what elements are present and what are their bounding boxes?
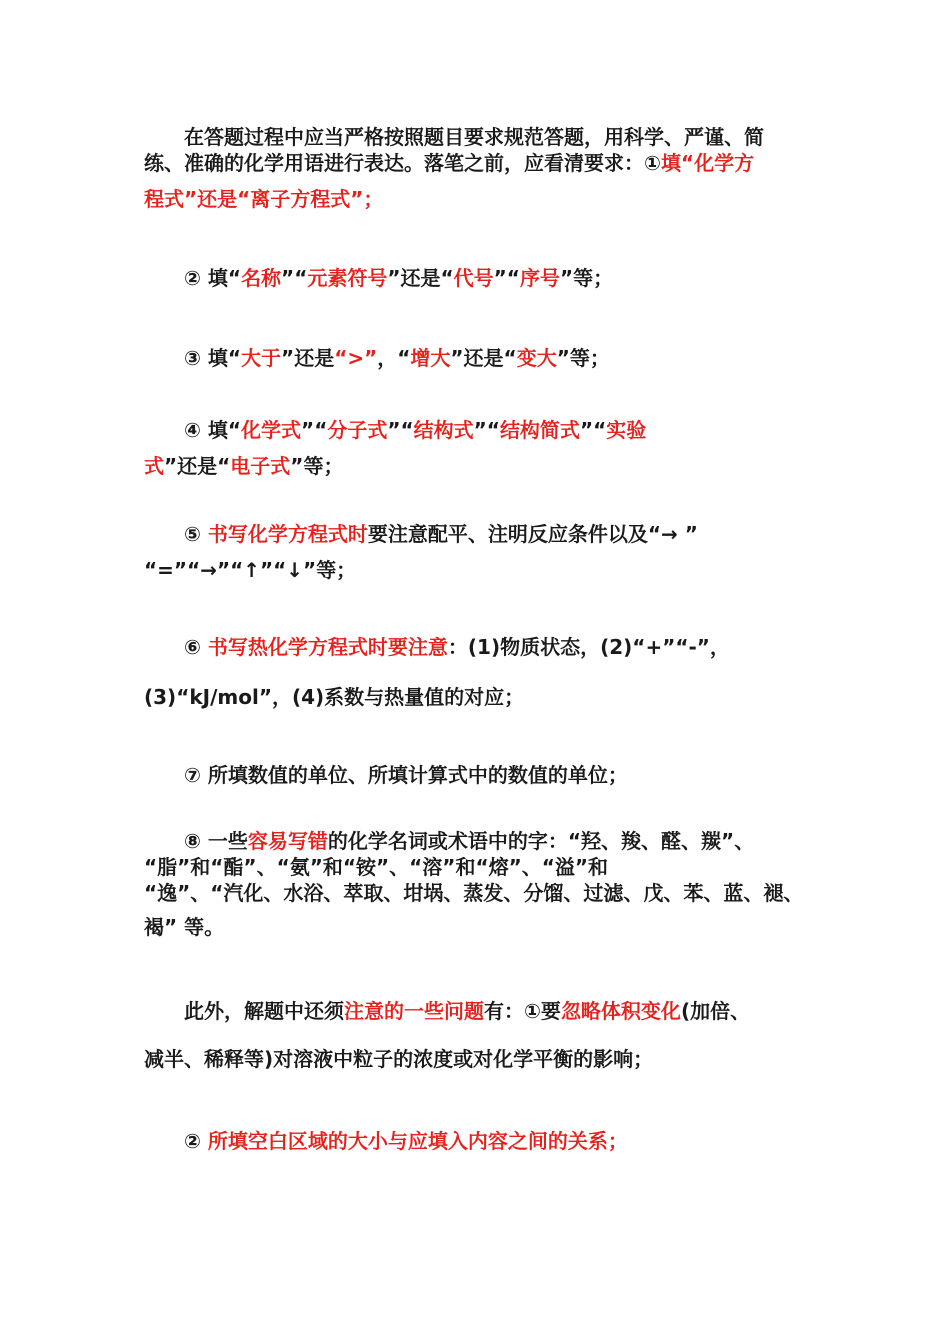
- highlight-text: 注意的一些问题: [344, 999, 484, 1023]
- paragraph-line: [144, 186, 814, 212]
- highlight-text: 书写化学方程式时: [207, 522, 368, 546]
- text-run: ④ 填“: [184, 418, 242, 442]
- text-run: 要注意配平、注明反应条件以及“→ ”: [367, 522, 698, 546]
- paragraph-item-5: [144, 516, 814, 588]
- text-run: ”等；: [290, 454, 344, 478]
- paragraph-item-3: [144, 344, 814, 372]
- paragraph-line: [144, 124, 814, 150]
- paragraph-line: [144, 682, 814, 712]
- text-run: 练、准确的化学用语进行表达。落笔之前，应看清要求：①: [144, 151, 661, 175]
- text-run: ”还是“: [450, 346, 517, 370]
- paragraph-line: [144, 412, 814, 448]
- highlight-text: 所填空白区域的大小与应填入内容之间的关系；: [207, 1129, 628, 1153]
- text-run: 有：①要: [484, 999, 561, 1023]
- text-run: “脂”和“酯”、“氨”和“铵”、“溶”和“熔”、“溢”和: [144, 855, 609, 879]
- highlight-text: 代号: [453, 266, 494, 290]
- highlight-text: 名称: [241, 266, 282, 290]
- paragraph-line: [144, 150, 814, 176]
- paragraph-line: [144, 344, 814, 372]
- paragraph-line: [144, 828, 814, 854]
- text-run: (加倍、: [680, 999, 751, 1023]
- paragraph-intro: [144, 124, 814, 212]
- text-run: ”“: [473, 418, 500, 442]
- text-run: ②: [184, 1129, 208, 1153]
- text-run: 在答题过程中应当严格按照题目要求规范答题，用科学、严谨、简: [184, 125, 764, 149]
- text-run: ”还是: [281, 346, 335, 370]
- highlight-text: 实验: [606, 418, 647, 442]
- highlight-text: 化学式: [241, 418, 302, 442]
- paragraph-line: [144, 996, 814, 1026]
- text-run: ”“: [281, 266, 308, 290]
- text-run: 褐” 等。: [144, 915, 225, 939]
- paragraph-line: [144, 1044, 814, 1074]
- text-run: ”“: [301, 418, 328, 442]
- text-run: ⑤: [184, 522, 208, 546]
- text-run: ”“: [579, 418, 607, 442]
- highlight-text: 书写热化学方程式时要注意: [207, 635, 448, 659]
- highlight-text: 忽略体积变化: [560, 999, 681, 1023]
- paragraph-line: [144, 448, 814, 484]
- paragraph-line: [144, 552, 814, 588]
- paragraph-line: [144, 914, 814, 940]
- paragraph-item-4: [144, 412, 814, 484]
- paragraph-item-2: [144, 264, 814, 292]
- text-run: 的化学名词或术语中的字：“羟、羧、醛、羰”、: [327, 829, 755, 853]
- paragraph-item-8: [144, 828, 814, 940]
- text-run: “逸”、“汽化、水浴、萃取、坩埚、蒸发、分馏、过滤、戊、苯、蓝、褪、: [144, 881, 804, 905]
- paragraph-notes: [144, 996, 814, 1074]
- text-run: ”“: [387, 418, 414, 442]
- text-run: 此外，解题中还须: [184, 999, 344, 1023]
- highlight-text: 电子式: [230, 454, 291, 478]
- text-run: “=”“→”“↑”“↓”等；: [144, 558, 357, 582]
- text-run: ”还是“: [164, 454, 231, 478]
- highlight-text: 结构简式: [499, 418, 580, 442]
- text-run: (3)“kJ/mol”，(4)系数与热量值的对应；: [144, 685, 525, 709]
- text-run: ”等；: [559, 266, 614, 290]
- paragraph-line: [144, 632, 814, 662]
- paragraph-line: [144, 880, 814, 906]
- text-run: ”“: [493, 266, 520, 290]
- text-run: ：(1)物质状态，(2)“+”“-”，: [447, 635, 730, 659]
- highlight-text: 式: [144, 454, 164, 478]
- highlight-text: 变大: [516, 346, 557, 370]
- text-run: ② 填“: [184, 266, 242, 290]
- text-run: ”还是“: [387, 266, 454, 290]
- paragraph-line: [144, 264, 814, 292]
- highlight-text: “>”: [334, 346, 378, 370]
- paragraph-item-6: [144, 632, 814, 712]
- text-run: ”等；: [556, 346, 610, 370]
- text-run: ⑧ 一些: [184, 829, 248, 853]
- paragraph-item-last: [144, 1126, 814, 1156]
- text-run: 减半、稀释等)对溶液中粒子的浓度或对化学平衡的影响；: [144, 1047, 654, 1071]
- highlight-text: 程式”还是“离子方程式”；: [144, 187, 384, 211]
- paragraph-line: [144, 1126, 814, 1156]
- text-run: ③ 填“: [184, 346, 242, 370]
- highlight-text: 容易写错: [247, 829, 328, 853]
- text-run: ⑥: [184, 635, 208, 659]
- highlight-text: 增大: [410, 346, 451, 370]
- text-run: ⑦ 所填数值的单位、所填计算式中的数值的单位；: [184, 763, 628, 787]
- highlight-text: 元素符号: [307, 266, 388, 290]
- paragraph-line: [144, 854, 814, 880]
- text-run: ，“: [377, 346, 411, 370]
- paragraph-line: [144, 760, 814, 790]
- paragraph-line: [144, 516, 814, 552]
- highlight-text: 填“化学方: [660, 151, 755, 175]
- highlight-text: 分子式: [327, 418, 388, 442]
- highlight-text: 大于: [241, 346, 282, 370]
- paragraph-item-7: [144, 760, 814, 790]
- highlight-text: 序号: [519, 266, 560, 290]
- highlight-text: 结构式: [413, 418, 474, 442]
